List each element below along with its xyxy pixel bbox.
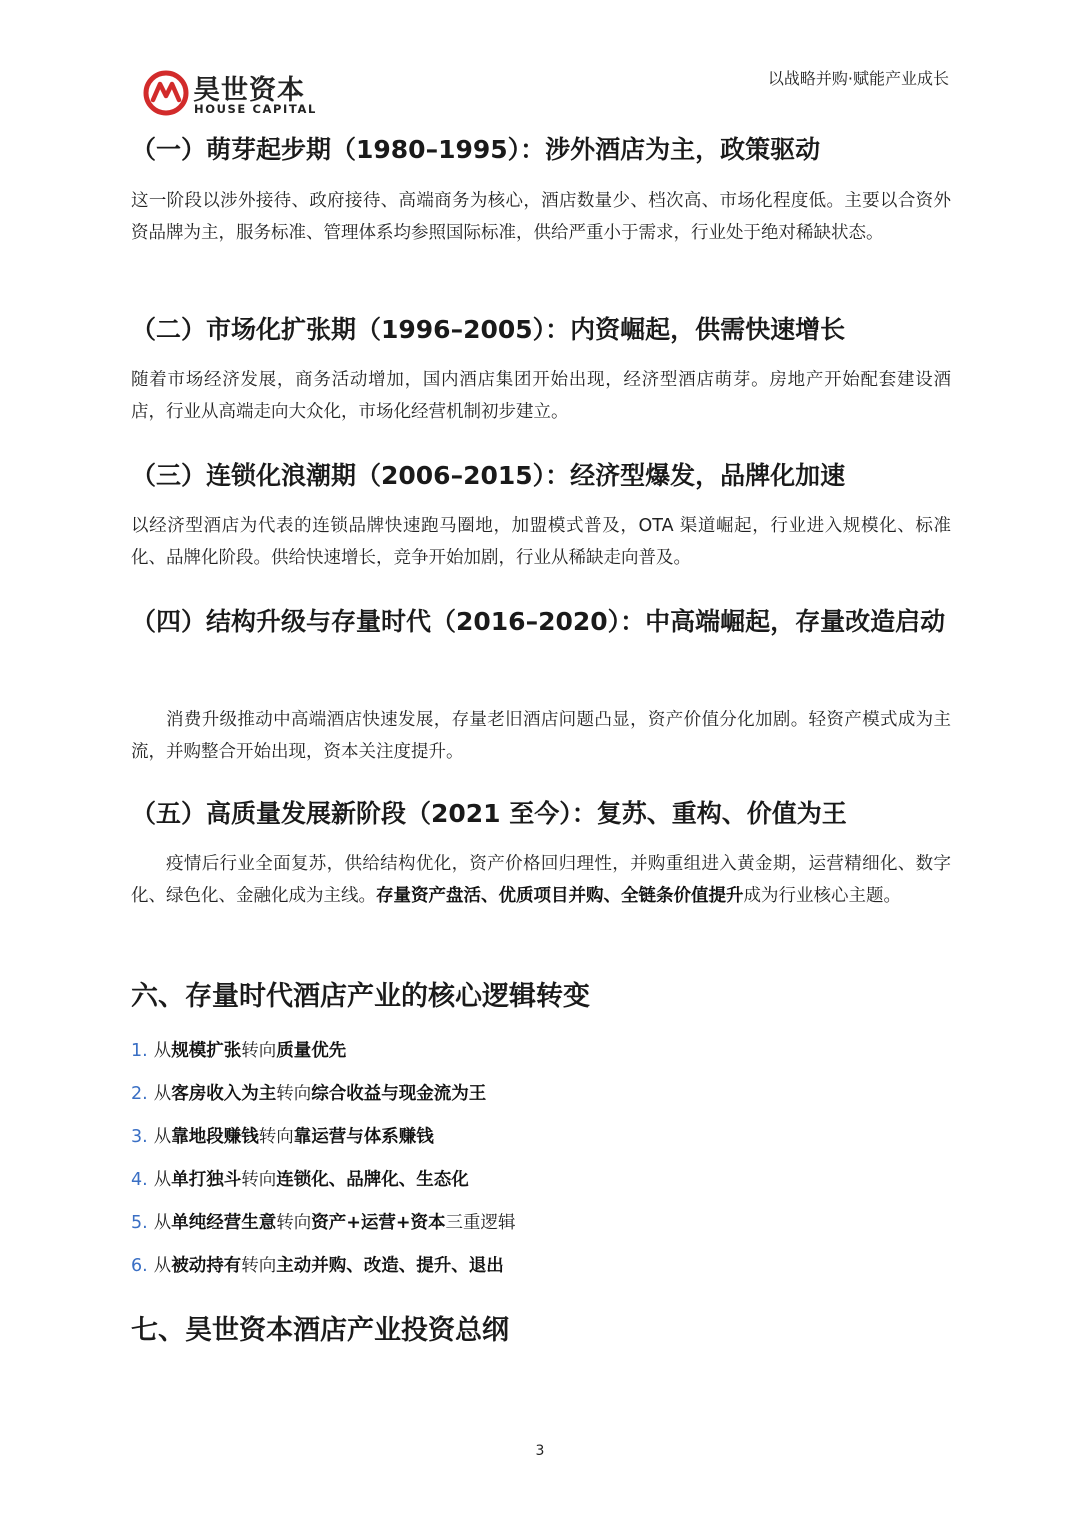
- section-body-3: 以经济型酒店为代表的连锁品牌快速跑马圈地，加盟模式普及，OTA 渠道崛起，行业进入规模化、标准化、品牌化阶段。供给快速增长，竞争开始加剧，行业从稀缺走向普及。: [131, 516, 951, 568]
- list-bold-text: 单纯经营生意: [171, 1213, 277, 1233]
- list-item: [131, 1116, 951, 1159]
- section-body-5-text: 疫情后行业全面复苏，供给结构优化，资产价格回归理性，并购重组进入黄金期，运营精细化、数字化、绿色化、金融化成为主线。: [131, 854, 951, 906]
- list-text: 从: [153, 1213, 172, 1233]
- header-tagline: 以战略并购·赋能产业成长: [767, 69, 949, 88]
- section-7-heading: 七、昊世资本酒店产业投资总纲: [131, 1315, 509, 1346]
- list-bold-text: 被动持有: [171, 1256, 242, 1276]
- section-heading-5: （五）高质量发展新阶段（2021 至今）：复苏、重构、价值为王: [131, 799, 847, 828]
- list-bold-text: 综合收益与现金流为王: [311, 1084, 487, 1104]
- list-item: [131, 1073, 951, 1116]
- list-text: 转向: [258, 1127, 294, 1147]
- section-body-5-highlight: 存量资产盘活、优质项目并购、全链条价值提升: [376, 886, 744, 906]
- company-logo: [143, 68, 317, 122]
- list-number: 4.: [131, 1170, 148, 1190]
- list-number: 2.: [131, 1084, 148, 1104]
- list-bold-text: 主动并购、改造、提升、退出: [276, 1256, 504, 1276]
- list-text: 从: [153, 1256, 172, 1276]
- section-heading-1: （一）萌芽起步期（1980–1995）：涉外酒店为主，政策驱动: [131, 135, 821, 164]
- list-item: [131, 1030, 951, 1073]
- list-item: [131, 1159, 951, 1202]
- list-bold-text: 资产+运营+资本: [311, 1213, 446, 1233]
- logo-chinese-name: 昊世资本: [193, 75, 305, 106]
- list-number: 3.: [131, 1127, 148, 1147]
- list-text: 转向: [241, 1041, 277, 1061]
- list-bold-text: 客房收入为主: [171, 1084, 277, 1104]
- logo-english-name: HOUSE CAPITAL: [194, 102, 317, 116]
- list-text: 转向: [276, 1084, 312, 1104]
- section-body-4: 消费升级推动中高端酒店快速发展，存量老旧酒店问题凸显，资产价值分化加剧。轻资产模式成为主流，并购整合开始出现，资本关注度提升。: [131, 710, 951, 762]
- section-body-2: 随着市场经济发展，商务活动增加，国内酒店集团开始出现，经济型酒店萌芽。房地产开始配套建设酒店，行业从高端走向大众化，市场化经营机制初步建立。: [131, 370, 951, 422]
- page-number: 3: [535, 1443, 545, 1459]
- list-text: 三重逻辑: [445, 1213, 516, 1233]
- list-number: 6.: [131, 1256, 148, 1276]
- list-text: 转向: [276, 1213, 312, 1233]
- list-bold-text: 连锁化、品牌化、生态化: [276, 1170, 469, 1190]
- list-number: 1.: [131, 1041, 148, 1061]
- list-bold-text: 质量优先: [276, 1041, 347, 1061]
- section-heading-4: （四）结构升级与存量时代（2016–2020）：中高端崛起，存量改造启动: [131, 607, 946, 636]
- logo-mark-icon: [143, 70, 189, 116]
- list-text: 从: [153, 1127, 172, 1147]
- list-text: 从: [153, 1170, 172, 1190]
- section-heading-3: （三）连锁化浪潮期（2006–2015）：经济型爆发，品牌化加速: [131, 461, 846, 490]
- list-bold-text: 单打独斗: [171, 1170, 242, 1190]
- list-bold-text: 靠运营与体系赚钱: [293, 1127, 434, 1147]
- section-body-5-tail: 成为行业核心主题。: [743, 886, 901, 906]
- list-number: 5.: [131, 1213, 148, 1233]
- section-body-5: [131, 848, 951, 912]
- list-text: 转向: [241, 1170, 277, 1190]
- list-bold-text: 规模扩张: [171, 1041, 242, 1061]
- list-text: 转向: [241, 1256, 277, 1276]
- section-body-1: 这一阶段以涉外接待、政府接待、高端商务为核心，酒店数量少、档次高、市场化程度低。主要以合资外资品牌为主，服务标准、管理体系均参照国际标准，供给严重小于需求，行业处于绝对稀缺状态。: [131, 191, 951, 243]
- section-heading-2: （二）市场化扩张期（1996–2005）：内资崛起，供需快速增长: [131, 315, 846, 344]
- section-6-heading: 六、存量时代酒店产业的核心逻辑转变: [131, 981, 590, 1012]
- list-item: [131, 1202, 951, 1245]
- list-text: 从: [153, 1041, 172, 1061]
- logic-shift-list: [131, 1030, 951, 1288]
- list-bold-text: 靠地段赚钱: [171, 1127, 259, 1147]
- list-item: [131, 1245, 951, 1288]
- list-text: 从: [153, 1084, 172, 1104]
